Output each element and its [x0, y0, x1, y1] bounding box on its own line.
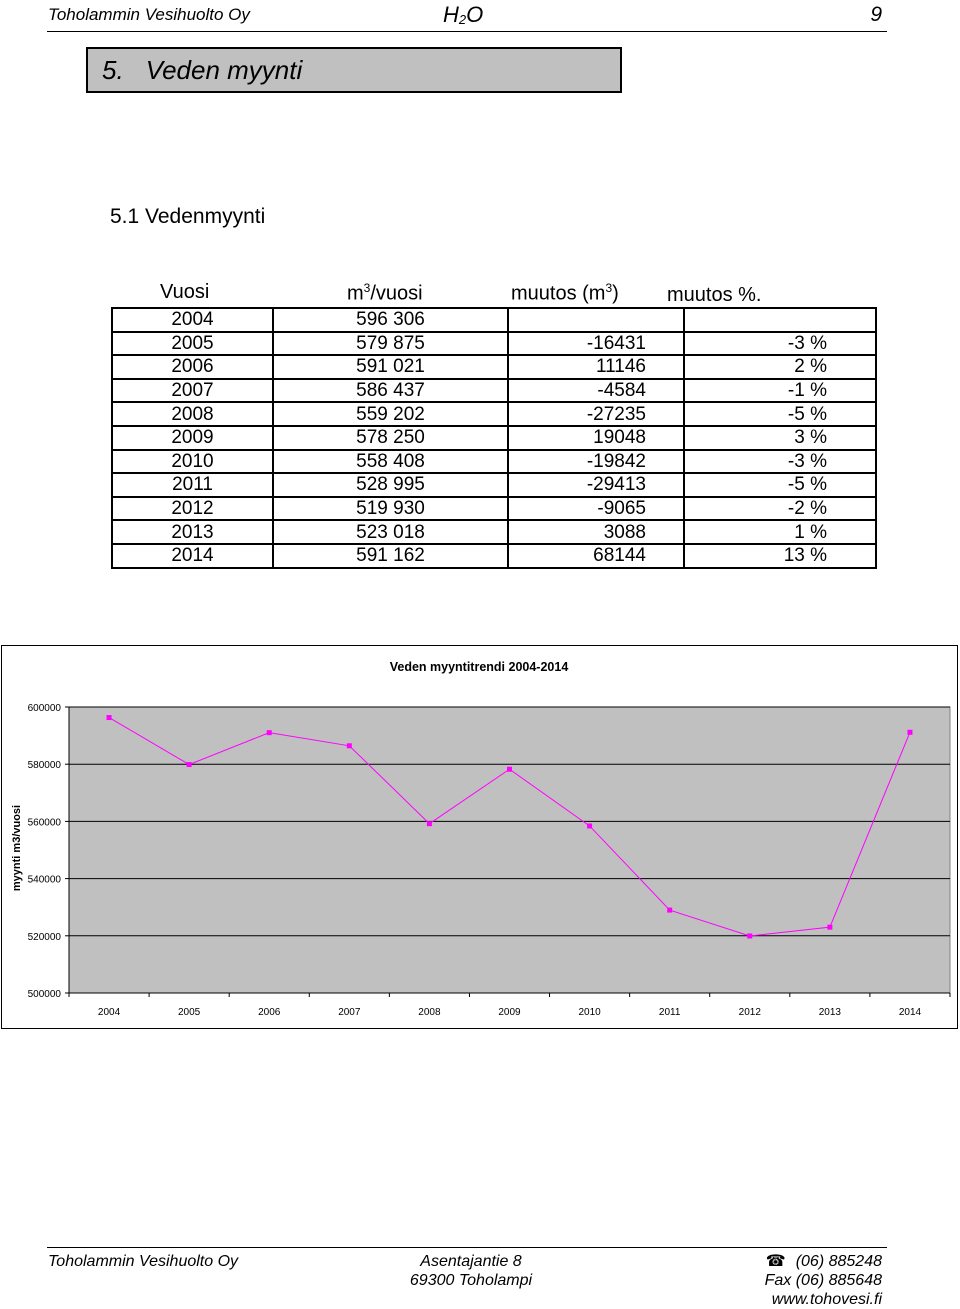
cell-m3: 591 162: [273, 544, 508, 568]
cell-change: -19842: [508, 450, 684, 474]
table-row: [112, 450, 876, 474]
y-tick-label: 500000: [27, 989, 61, 1000]
header-divider: [47, 31, 887, 32]
footer-address: [406, 1252, 536, 1290]
footer-phone-row: [765, 1252, 882, 1271]
cell-m3: 579 875: [273, 332, 508, 356]
y-axis-label: myynti m3/vuosi: [11, 804, 23, 892]
footer-web[interactable]: www.tohovesi.fi: [771, 1291, 882, 1308]
cell-year: 2010: [112, 450, 273, 474]
x-tick-label: 2005: [178, 1007, 201, 1018]
data-point: [107, 715, 112, 720]
cell-year: 2012: [112, 497, 273, 521]
cell-pct: -5 %: [684, 402, 876, 426]
y-tick-label: 600000: [27, 703, 61, 714]
col-header-change-sup: 3: [605, 281, 613, 295]
footer-street: Asentajantie 8: [420, 1253, 522, 1270]
cell-pct: -2 %: [684, 497, 876, 521]
header-logo: [443, 2, 483, 28]
data-point: [267, 730, 272, 735]
x-tick-label: 2008: [418, 1007, 441, 1018]
cell-year: 2007: [112, 379, 273, 403]
footer-city: 69300 Toholampi: [409, 1272, 533, 1289]
footer-divider: [47, 1247, 887, 1248]
col-header-change: [511, 281, 619, 306]
table-row: [112, 544, 876, 568]
table-row: [112, 520, 876, 544]
page-number: 9: [870, 3, 882, 26]
cell-change: -27235: [508, 402, 684, 426]
cell-year: 2005: [112, 332, 273, 356]
data-point: [507, 767, 512, 772]
x-tick-label: 2010: [578, 1007, 601, 1018]
table-row: [112, 332, 876, 356]
cell-m3: 519 930: [273, 497, 508, 521]
x-tick-label: 2011: [658, 1007, 681, 1018]
data-point: [427, 821, 432, 826]
col-header-m3-b: /vuosi: [370, 282, 423, 305]
y-tick-label: 560000: [27, 817, 61, 829]
cell-m3: 591 021: [273, 355, 508, 379]
col-header-m3-a: m: [347, 282, 364, 305]
table-row: [112, 308, 876, 332]
cell-year: 2004: [112, 308, 273, 332]
col-header-change-b: ): [612, 282, 619, 305]
chart-title: Veden myyntitrendi 2004-2014: [389, 660, 569, 674]
cell-m3: 558 408: [273, 450, 508, 474]
x-tick-label: 2004: [97, 1007, 121, 1018]
table-row: [112, 426, 876, 450]
cell-pct: 13 %: [684, 544, 876, 568]
data-point: [747, 934, 752, 939]
header-company: Toholammin Vesihuolto Oy: [48, 5, 250, 24]
cell-change: 11146: [508, 355, 684, 379]
logo-2: 2: [458, 12, 467, 27]
data-point: [347, 743, 352, 748]
plot-background: [69, 707, 950, 993]
data-point: [667, 908, 672, 913]
x-tick-label: 2012: [738, 1007, 761, 1018]
footer-phone: (06) 885248: [795, 1253, 882, 1270]
cell-m3: 596 306: [273, 308, 508, 332]
cell-year: 2006: [112, 355, 273, 379]
chapter-number: 5.: [102, 55, 124, 85]
cell-pct: -5 %: [684, 473, 876, 497]
table-row: [112, 473, 876, 497]
sales-table: [111, 307, 877, 569]
x-tick-label: 2013: [818, 1007, 841, 1018]
cell-m3: 528 995: [273, 473, 508, 497]
x-tick-label: 2014: [898, 1007, 922, 1018]
chapter-title: [86, 47, 622, 93]
y-tick-label: 520000: [27, 931, 61, 943]
cell-m3: 578 250: [273, 426, 508, 450]
table-row: [112, 497, 876, 521]
cell-m3: 559 202: [273, 402, 508, 426]
cell-change: 19048: [508, 426, 684, 450]
footer-contact: [765, 1252, 882, 1309]
sales-chart: [0, 645, 960, 1031]
cell-pct: [684, 308, 876, 332]
cell-pct: 2 %: [684, 355, 876, 379]
data-point: [187, 762, 192, 767]
y-tick-label: 580000: [27, 760, 61, 772]
chapter-text: Veden myynti: [145, 55, 303, 85]
data-point: [587, 823, 592, 828]
cell-change: 68144: [508, 544, 684, 568]
cell-change: -29413: [508, 473, 684, 497]
cell-pct: -3 %: [684, 332, 876, 356]
table-row: [112, 379, 876, 403]
cell-pct: 3 %: [684, 426, 876, 450]
cell-change: [508, 308, 684, 332]
cell-m3: 586 437: [273, 379, 508, 403]
data-point: [827, 925, 832, 930]
cell-pct: -1 %: [684, 379, 876, 403]
cell-year: 2011: [112, 473, 273, 497]
col-header-change-a: muutos (m: [511, 282, 606, 305]
x-tick-label: 2007: [338, 1007, 361, 1018]
footer-fax: Fax (06) 885648: [764, 1272, 882, 1289]
phone-icon: ☎: [765, 1253, 786, 1270]
logo-h: H: [443, 2, 459, 27]
data-point: [907, 730, 912, 735]
footer-company: Toholammin Vesihuolto Oy: [48, 1253, 239, 1270]
cell-year: 2013: [112, 520, 273, 544]
col-header-m3-sup: 3: [363, 281, 371, 295]
cell-m3: 523 018: [273, 520, 508, 544]
cell-pct: 1 %: [684, 520, 876, 544]
x-tick-label: 2006: [258, 1007, 281, 1018]
y-tick-label: 540000: [27, 874, 61, 886]
col-header-m3: [347, 281, 423, 306]
cell-change: -9065: [508, 497, 684, 521]
col-header-year: Vuosi: [160, 281, 210, 303]
cell-change: 3088: [508, 520, 684, 544]
table-row: [112, 402, 876, 426]
cell-year: 2009: [112, 426, 273, 450]
logo-o: O: [466, 2, 484, 27]
col-header-pct: muutos %.: [667, 284, 762, 306]
cell-year: 2014: [112, 544, 273, 568]
section-title: 5.1 Vedenmyynti: [110, 205, 266, 228]
cell-year: 2008: [112, 402, 273, 426]
x-tick-label: 2009: [498, 1007, 521, 1018]
table-row: [112, 355, 876, 379]
cell-change: -16431: [508, 332, 684, 356]
cell-pct: -3 %: [684, 450, 876, 474]
cell-change: -4584: [508, 379, 684, 403]
